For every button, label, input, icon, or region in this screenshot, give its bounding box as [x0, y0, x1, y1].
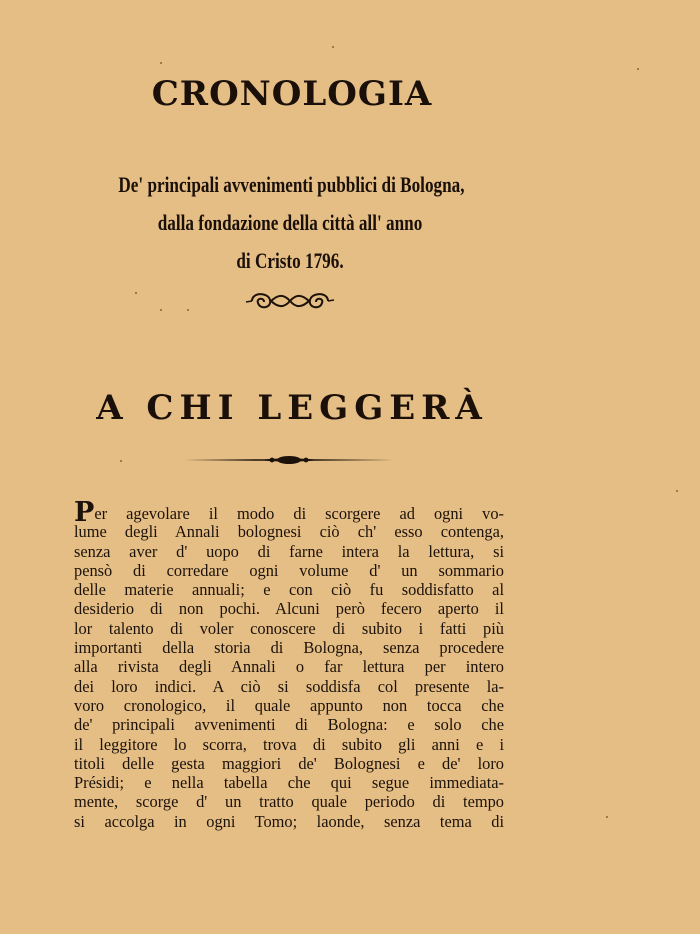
subtitle-line: di Cristo 1796.	[236, 248, 344, 273]
drop-cap: P	[74, 497, 95, 528]
text-line: pensò di corredare ogni volume d' un sommario	[74, 560, 504, 580]
text-line: si accolga in ogni Tomo; laonde, senza tema di	[74, 811, 504, 831]
paper-speck	[676, 490, 678, 492]
section-heading: A CHI LEGGERÀ	[96, 388, 488, 428]
paper-speck	[135, 292, 137, 294]
paper-speck	[160, 62, 162, 64]
text-line: de' principali avvenimenti di Bologna: e solo che	[74, 715, 504, 735]
text-line: alla rivista degli Annali o far lettura per intero	[74, 657, 504, 677]
text-line: desiderio di non pochi. Alcuni però fecero aperto il	[74, 599, 504, 619]
text-line: senza aver d' uopo di farne intera la lettura, si	[74, 541, 504, 561]
subtitle-line: De' principali avvenimenti pubblici di Bologna,	[118, 172, 465, 197]
text-line: delle materie annuali; e con ciò fu soddisfatto al	[74, 580, 504, 600]
paper-speck	[187, 309, 189, 311]
text-line: importanti della storia di Bologna, senza procedere	[74, 638, 504, 658]
paper-speck	[120, 460, 122, 462]
page-title: CRONOLOGIA	[151, 74, 433, 114]
text-line: titoli delle gesta maggiori de' Bolognesi e de' loro	[74, 753, 504, 773]
text-line: il leggitore lo scorra, trova di subito gli anni e i	[74, 734, 504, 754]
text-line: Présidi; e nella tabella che qui segue immediata-	[74, 773, 504, 793]
paper-speck	[606, 816, 608, 818]
text-line: mente, scorge d' un tratto quale periodo di tempo	[74, 792, 504, 812]
paper-speck	[637, 68, 639, 70]
subtitle	[118, 166, 465, 280]
first-line-text: er agevolare il modo di scorgere ad ogni vo-	[94, 504, 504, 523]
text-line: lor talento di voler conoscere di subito i fatti più	[74, 618, 504, 638]
subtitle-line: dalla fondazione della città all' anno	[157, 210, 423, 235]
text-line: lume degli Annali bolognesi ciò ch' esso contenga,	[74, 522, 504, 542]
paper-speck	[160, 309, 162, 311]
ornament-icon	[244, 286, 336, 316]
body-paragraph	[74, 497, 504, 831]
text-line: voro cronologico, il quale appunto non tocca che	[74, 695, 504, 715]
paper-speck	[332, 46, 334, 48]
decorative-rule-icon	[184, 452, 394, 468]
text-line	[74, 497, 504, 528]
text-line: dei loro indici. A ciò si soddisfa col presente la-	[74, 676, 504, 696]
